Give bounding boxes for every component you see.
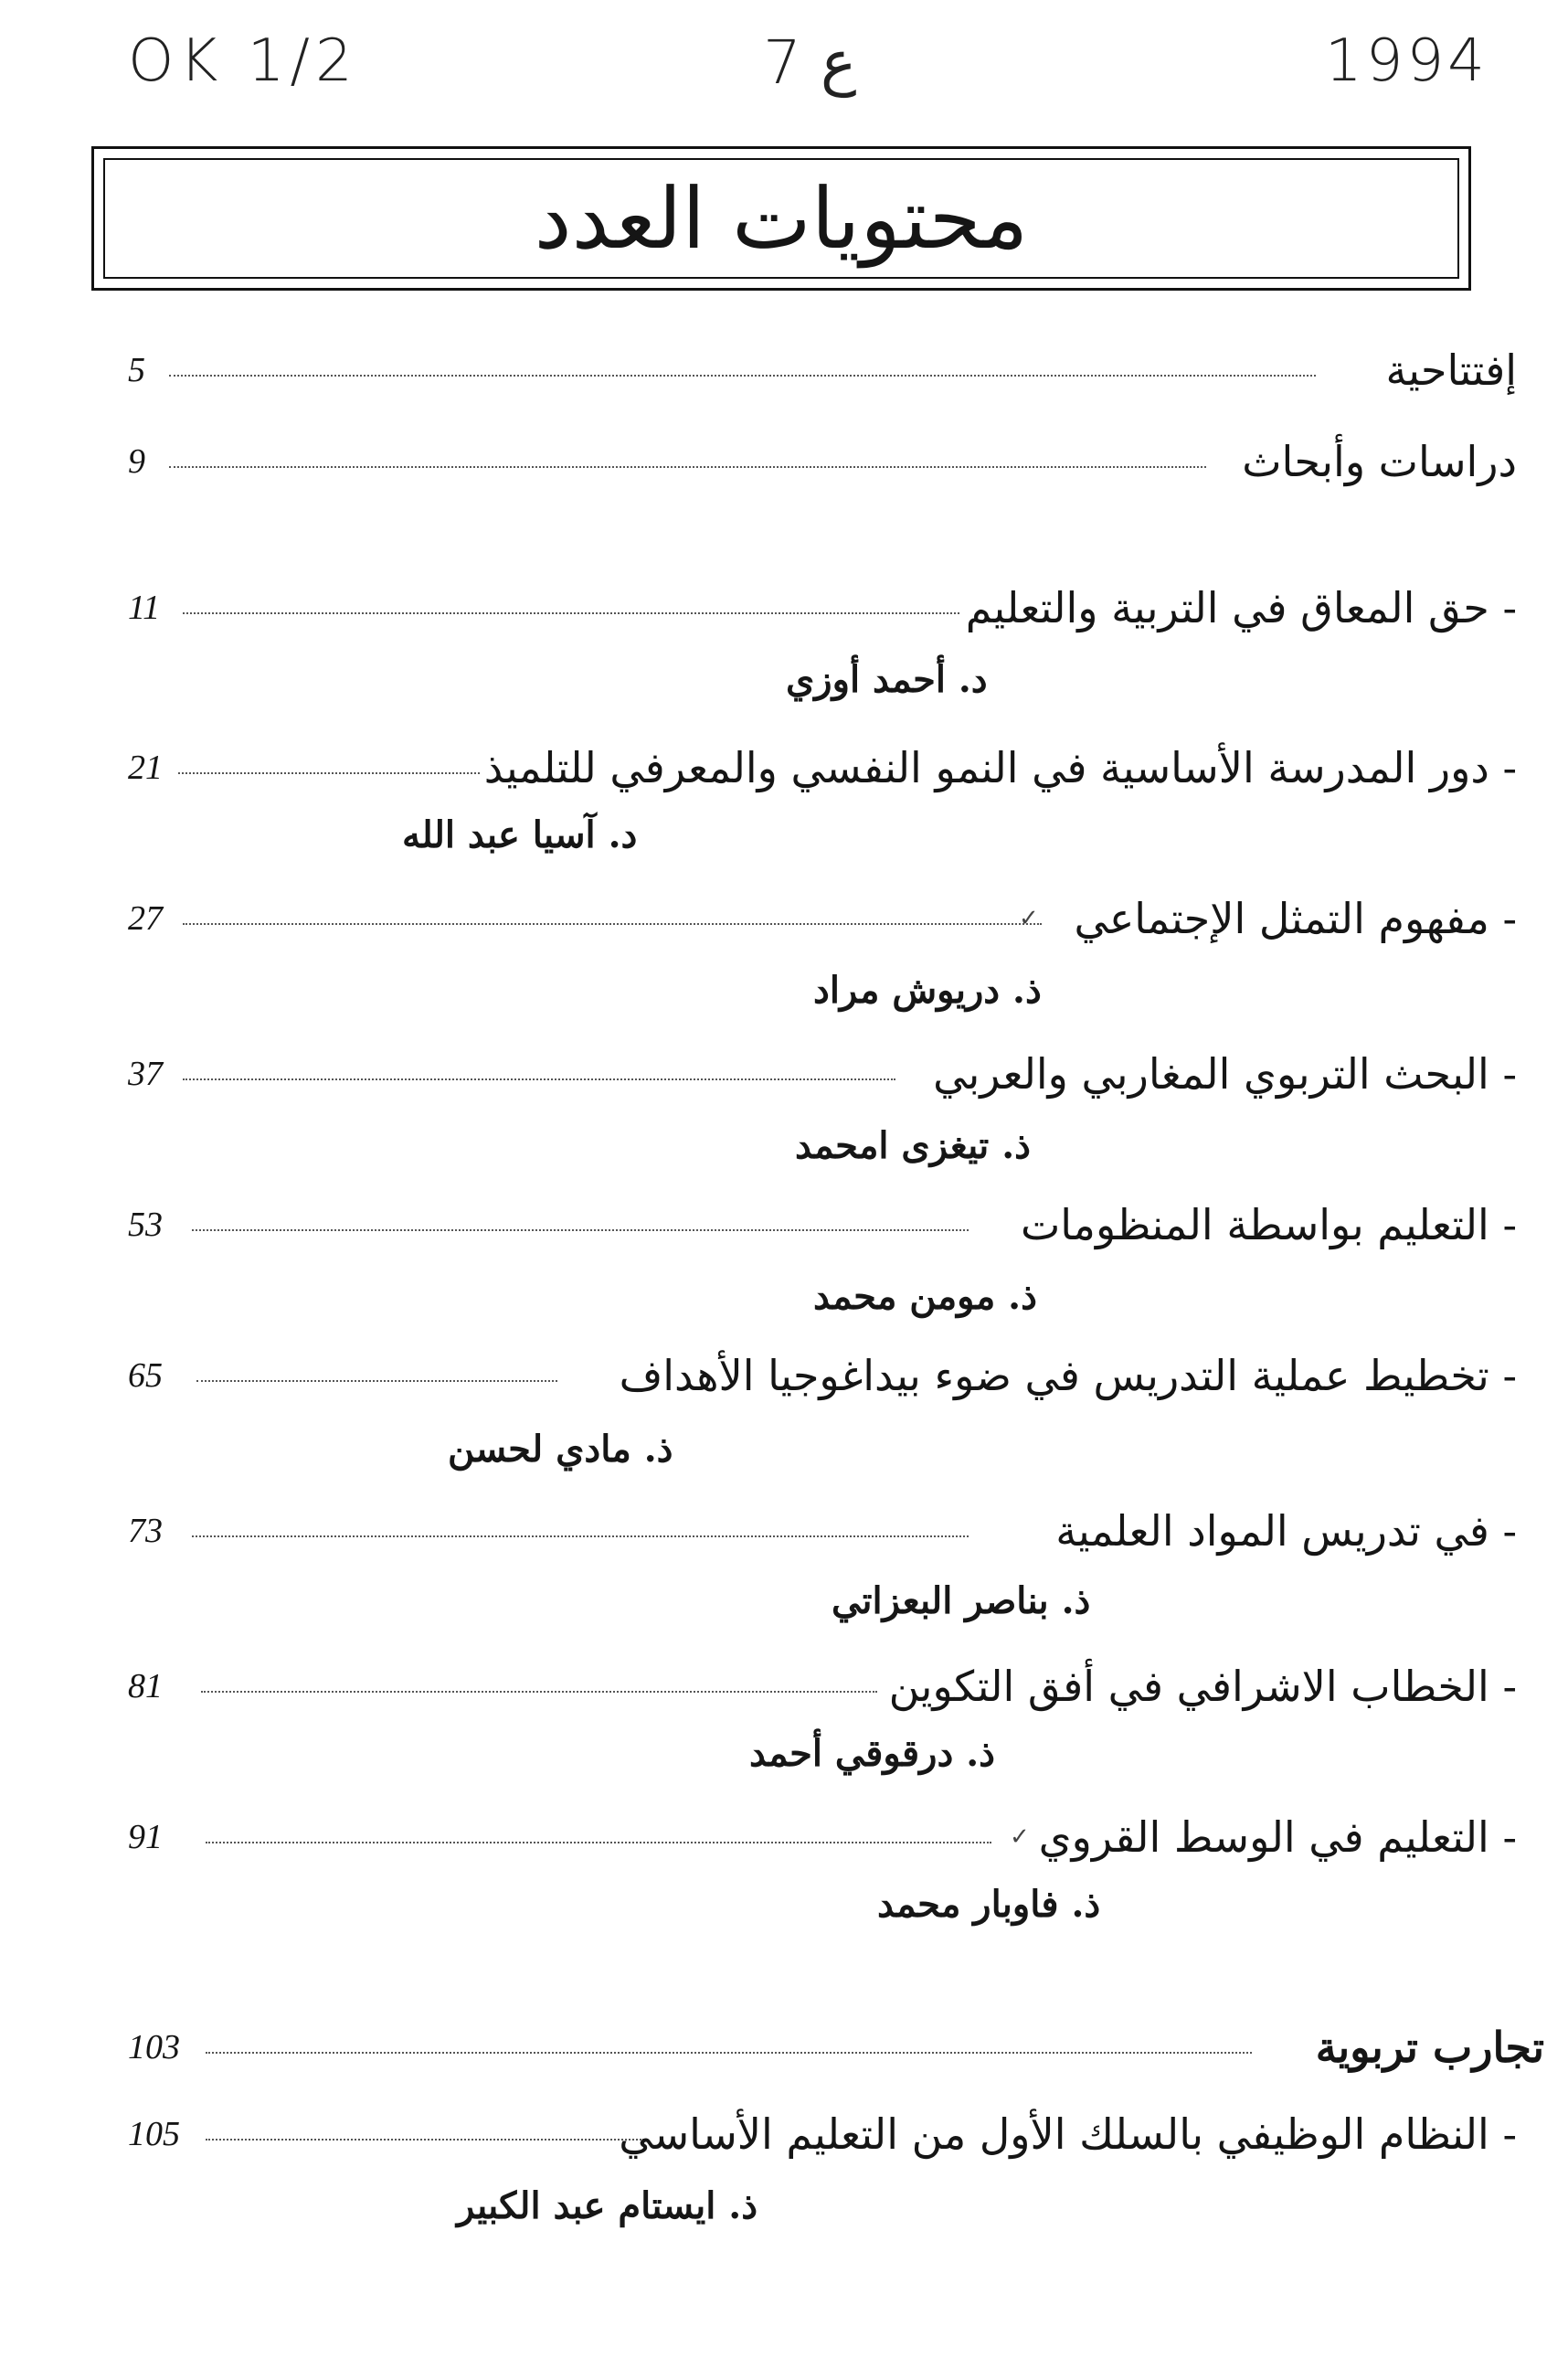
dot-leader (192, 1229, 969, 1231)
page-number: 91 (128, 1818, 163, 1856)
toc-entry (0, 1033, 1517, 1115)
page-title: محتويات العدد (534, 169, 1029, 268)
toc-entry (0, 1184, 1517, 1266)
toc-entry (0, 420, 1517, 503)
entry-title: - مفهوم التمثل الإجتماعي (1074, 894, 1517, 943)
dot-leader (183, 923, 1042, 925)
dot-leader (206, 2139, 644, 2141)
toc-entry (0, 1645, 1517, 1727)
entry-title: - حق المعاق في التربية والتعليم (965, 583, 1517, 632)
check-mark: ✓ (1019, 905, 1039, 932)
entry-author: د. أحمد أوزي (786, 658, 988, 701)
dot-leader (183, 612, 959, 614)
toc-entry (0, 1490, 1517, 1572)
dot-leader (196, 1380, 557, 1382)
dot-leader (183, 1078, 895, 1080)
handwritten-note-center: 7 ع (763, 27, 857, 98)
entry-title: - التعليم بواسطة المنظومات (1020, 1200, 1517, 1249)
dot-leader (169, 466, 1206, 468)
entry-title: - التعليم في الوسط القروي (1038, 1812, 1517, 1862)
page-number: 103 (128, 2028, 180, 2066)
toc-entry (0, 877, 1517, 960)
page-number: 9 (128, 442, 145, 481)
page-number: 53 (128, 1206, 163, 1244)
entry-author: د. آسيا عبد الله (402, 813, 638, 856)
page-number: 5 (128, 351, 145, 389)
handwritten-year: 1994 (1325, 27, 1489, 95)
entry-author: ذ. فاوبار محمد (877, 1883, 1101, 1926)
handwritten-note-left: OK 1/2 (128, 27, 358, 95)
dot-leader (206, 1842, 991, 1843)
dot-leader (169, 375, 1316, 377)
entry-author: ذ. دريوش مراد (813, 969, 1042, 1012)
page-number: 73 (128, 1512, 163, 1550)
entry-title: - البحث التربوي المغاربي والعربي (933, 1049, 1517, 1099)
entry-title: - الخطاب الاشرافي في أفق التكوين (888, 1662, 1517, 1711)
entry-title: - دور المدرسة الأساسية في النمو النفسي والمعرفي للتلميذ (483, 743, 1517, 792)
dot-leader (206, 2052, 1252, 2054)
entry-author: ذ. ايستام عبد الكبير (457, 2184, 758, 2227)
entry-author: ذ. تيغزى امحمد (795, 1124, 1031, 1167)
entry-title: دراسات وأبحاث (1242, 437, 1517, 486)
dot-leader (192, 1535, 969, 1537)
entry-author: ذ. مادي لحسن (448, 1428, 673, 1471)
check-mark: ✓ (1010, 1823, 1030, 1851)
entry-title: - النظام الوظيفي بالسلك الأول من التعليم الأساسي (619, 2109, 1517, 2159)
toc-entry (0, 727, 1517, 809)
entry-author: ذ. مومن محمد (813, 1275, 1037, 1318)
entry-title: - تخطيط عملية التدريس في ضوء بيداغوجيا الأهداف (619, 1351, 1517, 1400)
toc-entry (0, 1796, 1517, 1878)
dot-leader (201, 1691, 877, 1693)
entry-title: تجارب تربوية (1315, 2023, 1544, 2072)
toc-entry (0, 567, 1517, 649)
title-frame (91, 146, 1471, 291)
entry-author: ذ. بناصر البعزاتي (832, 1579, 1091, 1622)
toc-entry (0, 1334, 1517, 1417)
page-number: 105 (128, 2115, 180, 2153)
dot-leader (178, 772, 480, 774)
page-number: 11 (128, 589, 161, 627)
page-number: 37 (128, 1055, 163, 1093)
page-number: 21 (128, 749, 163, 787)
toc-entry (0, 329, 1517, 411)
page-number: 81 (128, 1667, 163, 1705)
entry-author: ذ. درقوقي أحمد (749, 1732, 995, 1775)
entry-title: إفتتاحية (1385, 345, 1517, 395)
page-number: 65 (128, 1356, 163, 1395)
toc-entry (0, 2093, 1517, 2175)
page-number: 27 (128, 899, 163, 938)
entry-title: - في تدريس المواد العلمية (1055, 1506, 1517, 1556)
toc-entry (0, 2006, 1544, 2088)
